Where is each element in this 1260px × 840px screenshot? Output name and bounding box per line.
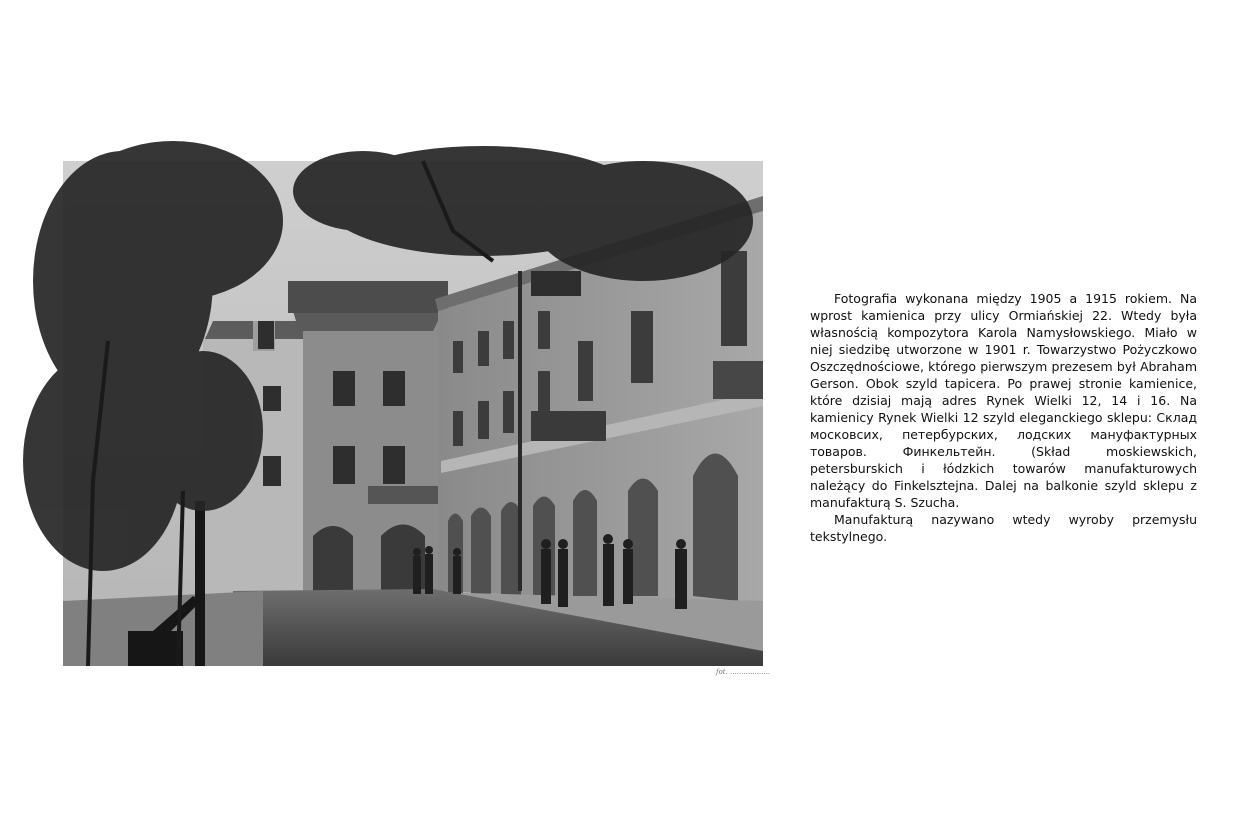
photo-caption bbox=[810, 290, 1197, 545]
historic-photograph bbox=[63, 161, 763, 666]
caption-paragraph-2: Manufakturą nazywano wtedy wyroby przemysłu tekstylnego. bbox=[810, 512, 1197, 544]
photo-credit: fot. .................. bbox=[716, 668, 771, 676]
photograph-illustration bbox=[63, 161, 763, 666]
caption-paragraph-1: Fotografia wykonana między 1905 a 1915 rokiem. Na wprost kamienica przy ulicy Ormiańskiej 22. Wtedy była własnością kompozytora Karola Namysłowskiego. Miało w niej siedzibę utworzone w 1901 r. Towarzystwo Pożyczkowo Oszczędnościowe, którego pierwszym prezesem był Abraham Gerson. Obok szyld tapicera. Po prawej stronie kamienice, które dzisiaj mają adres Rynek Wielki 12, 14 i 16. Na kamienicy Rynek Wielki 12 szyld eleganckiego sklepu: Склад московсих, петербурских, лодских мануфактурных товаров. Финкельтейн. (Skład moskiewskich, petersburskich i łódzkich towarów manufakturowych należący do Finkelsztejna. Dalej na balkonie szyld sklepu z manufakturą S. Szucha. bbox=[810, 291, 1197, 510]
